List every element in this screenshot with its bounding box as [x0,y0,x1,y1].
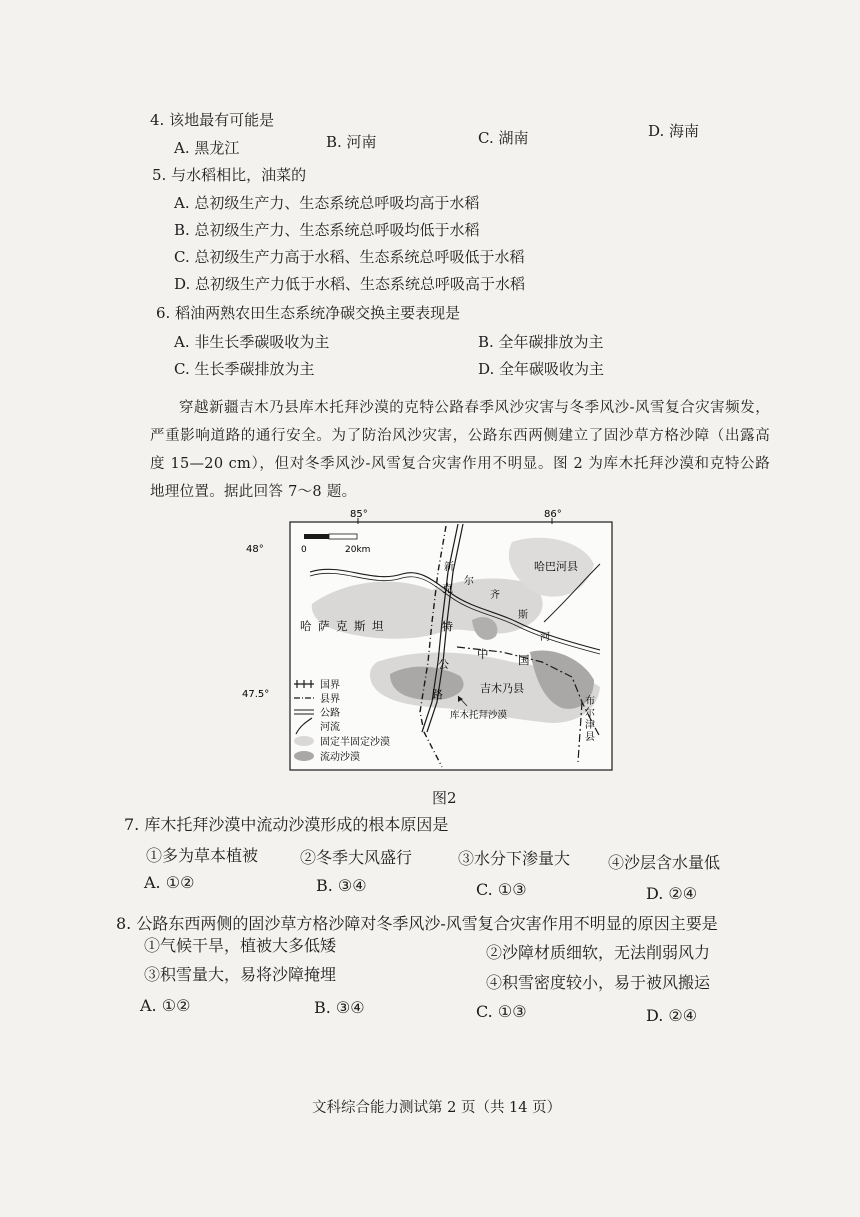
q8-item-4: ④积雪密度较小，易于被风搬运 [486,973,711,992]
buerjin-label-3: 津 [585,720,595,731]
river-label-1: 尔 [464,576,474,587]
q4-stem: 4. 该地最有可能是 [150,111,275,129]
river-label-2: 齐 [490,590,500,601]
q8-option-d: D. ②④ [646,1006,698,1025]
legend-label-river: 河流 [320,722,340,733]
xinjiang-label: 新 [444,562,454,573]
scale-bar-black [304,534,329,539]
q6-stem: 6. 稻油两熟农田生态系统净碳交换主要表现是 [156,304,461,322]
scale-bar-white [329,534,357,539]
kazakhstan-label-3: 克 [336,619,348,633]
lon-label-85: 85° [350,509,368,520]
q4-option-a: A. 黑龙江 [174,139,240,157]
legend-label-fixed-desert: 固定半固定沙漠 [320,737,390,748]
q6-option-b: B. 全年碳排放为主 [478,333,604,351]
habahe-county-label: 哈巴河县 [534,560,578,573]
q7-option-c: C. ①③ [476,880,527,899]
reading-passage: 穿越新疆吉木乃县库木托拜沙漠的克特公路春季风沙灾害与冬季风沙-风雪复合灾害频发，严重影响道路的通行安全。为了防治风沙灾害，公路东西两侧建立了固沙草方格沙障（出露高度 15—20 cm），但对冬季风沙-风雪复合灾害作用不明显。图 2 为库木托拜沙漠和克特公路地理位置。据此回答 7～8 题。 [150,400,770,500]
q7-stem: 7. 库木托拜沙漠中流动沙漠形成的根本原因是 [124,815,449,834]
q7-option-b: B. ③④ [316,876,367,895]
q8-option-a: A. ①② [140,996,191,1015]
q7-item-2: ②冬季大风盛行 [300,848,413,867]
q8-stem: 8. 公路东西两侧的固沙草方格沙障对冬季风沙-风雪复合灾害作用不明显的原因主要是 [116,914,718,933]
legend-label-road: 公路 [320,708,340,719]
q7-item-1: ①多为草本植被 [146,846,259,865]
q6-option-a: A. 非生长季碳吸收为主 [174,333,330,351]
q7-option-d: D. ②④ [646,884,698,903]
figure-2-map [242,509,622,774]
scale-start-label: 0 [301,545,307,555]
legend-label-border: 国界 [320,680,340,691]
q5-option-d: D. 总初级生产力低于水稻、生态系统总呼吸高于水稻 [174,275,526,293]
q5-stem: 5. 与水稻相比，油菜的 [152,166,307,184]
q5-option-a: A. 总初级生产力、生态系统总呼吸均高于水稻 [174,194,480,212]
road-label-1: 克 [442,582,453,595]
kazakhstan-label-2: 萨 [318,619,330,633]
kazakhstan-label-5: 坦 [372,619,384,633]
legend-label-moving-desert: 流动沙漠 [320,752,360,763]
kazakhstan-label-4: 斯 [354,619,366,633]
buerjin-label-1: 布 [585,696,595,707]
q8-item-2: ②沙障材质细软，无法削弱风力 [486,943,711,962]
lat-label-47-5: 47.5° [242,689,270,700]
lat-label-48: 48° [246,544,264,555]
road-label-4: 路 [432,688,443,701]
q5-option-c: C. 总初级生产力高于水稻、生态系统总呼吸低于水稻 [174,248,525,266]
road-label-3: 公 [438,658,449,671]
q8-item-3: ③积雪量大，易将沙障掩埋 [144,965,337,984]
q7-item-3: ③水分下渗量大 [458,849,571,868]
q8-option-c: C. ①③ [476,1002,527,1021]
china-label-2: 国 [518,653,530,667]
river-label-4: 河 [540,632,550,643]
q6-option-c: C. 生长季碳排放为主 [174,360,315,378]
q7-item-4: ④沙层含水量低 [608,853,721,872]
china-label-1: 中 [477,647,489,661]
q4-option-d: D. 海南 [648,122,700,140]
desert-name-label: 库木托拜沙漠 [450,710,508,721]
q7-option-a: A. ①② [144,873,195,892]
legend-symbol-fixed-desert [294,736,314,746]
page-footer: 文科综合能力测试第 2 页（共 14 页） [312,1100,562,1116]
q8-option-b: B. ③④ [314,998,365,1017]
buerjin-label-2: 尔 [585,708,595,719]
legend-symbol-moving-desert [294,751,314,761]
q5-option-b: B. 总初级生产力、生态系统总呼吸均低于水稻 [174,221,480,239]
road-label-2: 特 [442,620,453,633]
scale-end-label: 20km [345,545,371,555]
river-label-3: 斯 [518,610,528,621]
kazakhstan-label-1: 哈 [300,619,318,633]
jimunai-county-label: 吉木乃县 [480,682,524,695]
figure-caption: 图2 [432,789,457,807]
q4-option-c: C. 湖南 [478,129,529,147]
q8-item-1: ①气候干旱，植被大多低矮 [144,936,337,955]
lon-label-86: 86° [544,509,562,520]
q4-option-b: B. 河南 [326,133,377,151]
buerjin-label-4: 县 [585,732,595,743]
q6-option-d: D. 全年碳吸收为主 [478,360,605,378]
legend-label-county: 县界 [320,694,340,705]
